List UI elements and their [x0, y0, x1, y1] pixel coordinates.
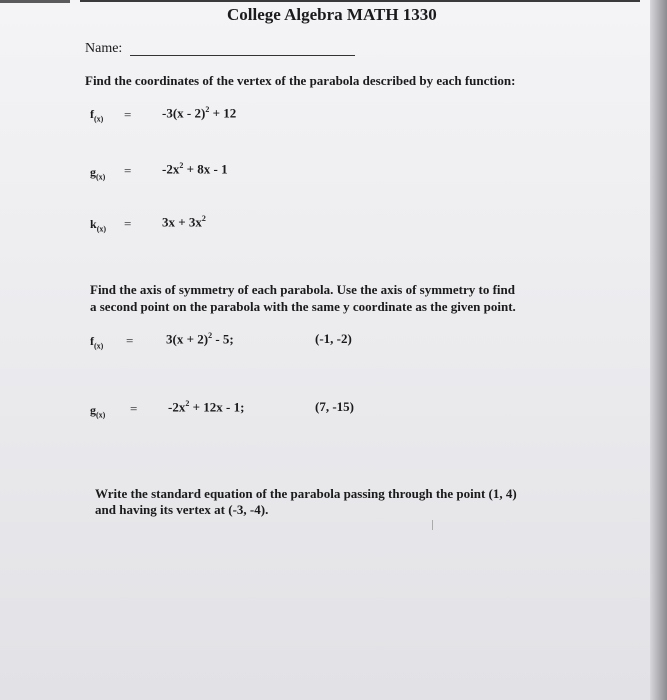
- section1-instruction: Find the coordinates of the vertex of the parabola described by each function:: [85, 73, 516, 88]
- equals-sign: =: [124, 216, 132, 231]
- top-rule: [80, 0, 640, 2]
- given-point: (7, -15): [315, 399, 354, 414]
- name-label: Name:: [85, 41, 123, 56]
- function-expression: $3x + 3x^2$: [162, 214, 206, 230]
- section2-instruction-line2: a second point on the parabola with the same y coordinate as the given point.: [90, 299, 516, 314]
- given-point: (-1, -2): [315, 331, 352, 346]
- function-expression: -3(x - 2)$^2$ + 12: [162, 105, 237, 121]
- name-line: [130, 55, 355, 56]
- function-expression: $-2x^2 + 8x - 1$: [162, 161, 228, 177]
- pencil-mark: [432, 520, 433, 530]
- page-title: College Algebra MATH 1330: [227, 5, 437, 24]
- top-rule-left: [0, 0, 70, 3]
- section3-instruction-line2: and having its vertex at (-3, -4).: [95, 502, 269, 517]
- paper-shadow-edge: [650, 0, 667, 700]
- section3-instruction-line1: Write the standard equation of the parabola passing through the point (1, 4): [95, 486, 517, 501]
- equals-sign: =: [124, 107, 132, 122]
- equals-sign: =: [130, 401, 138, 416]
- function-expression: $-2x^2 + 12x - 1$;: [168, 399, 245, 415]
- function-name: $k_{(x)}$: [90, 217, 107, 234]
- function-name: $g_{(x)}$: [90, 165, 106, 182]
- function-name: $g_{(x)}$: [90, 403, 106, 420]
- function-expression: $3(x + 2)^2 - 5$;: [166, 331, 234, 347]
- section2-instruction-line1: Find the axis of symmetry of each parabola. Use the axis of symmetry to find: [90, 282, 515, 297]
- function-name: $f_{(x)}$: [90, 107, 104, 124]
- function-name: $f_{(x)}$: [90, 334, 104, 351]
- equals-sign: =: [124, 163, 132, 178]
- equals-sign: =: [126, 333, 134, 348]
